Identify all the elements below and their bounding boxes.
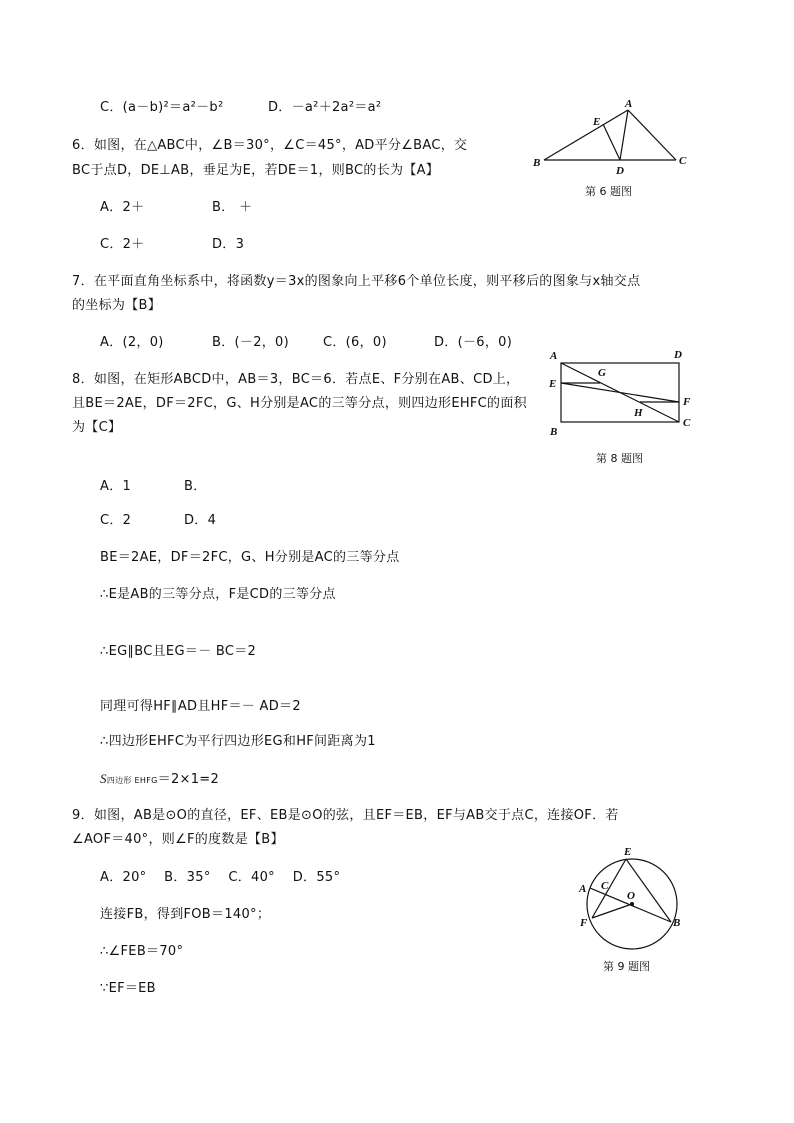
q9-figure (570, 842, 690, 981)
q6-option-d: D．3 (212, 237, 245, 252)
q9-label-o: O (627, 890, 635, 902)
q8-solution-3: ∴EG∥BC且EG＝－ BC＝2 (100, 644, 257, 659)
q6-side-ba (544, 110, 628, 160)
q9-label-f: F (580, 917, 588, 929)
q8-label-c: C (683, 417, 691, 429)
q7-option-b: B．(－2，0) (212, 335, 290, 350)
q9-text-line1: 9．如图，AB是⊙O的直径，EF、EB是⊙O的弦，且EF＝EB，EF与AB交于点C，连接OF．若 (72, 808, 619, 823)
q9-solution-1: 连接FB，得到FOB＝140°； (100, 907, 271, 922)
q7-option-d: D．(－6，0) (434, 335, 513, 350)
q8-text-line1: 8．如图，在矩形ABCD中，AB＝3，BC＝6．若点E、F分别在AB、CD上， (72, 372, 520, 387)
q9-text-line2: ∠AOF＝40°，则∠F的度数是【B】 (72, 832, 284, 847)
area-result: ＝2×1=2 (157, 772, 220, 787)
q6-option-b: B． ＋ (212, 200, 253, 215)
q6-label-d: D (616, 165, 624, 177)
q9-center-point (630, 902, 634, 906)
area-symbol: S (100, 771, 107, 786)
q9-label-c: C (601, 880, 609, 892)
q8-label-d: D (674, 349, 682, 361)
q6-text-line2: BC于点D，DE⊥AB，垂足为E，若DE＝1，则BC的长为【A】 (72, 163, 440, 178)
q7-text-line1: 7．在平面直角坐标系中，将函数y＝3x的图象向上平移6个单位长度，则平移后的图象与x轴交点 (72, 274, 641, 289)
q8-segment-ef (561, 383, 679, 402)
q9-caption: 第 9 题图 (603, 960, 650, 973)
q9-solution-3: ∵EF＝EB (100, 981, 156, 996)
q8-solution-2: ∴E是AB的三等分点，F是CD的三等分点 (100, 587, 336, 602)
q8-label-f: F (683, 396, 691, 408)
q8-label-g: G (598, 367, 606, 379)
q6-figure (530, 96, 700, 205)
q8-option-a: A．1 (100, 479, 132, 494)
q8-caption: 第 8 题图 (596, 452, 643, 465)
q8-label-e: E (549, 378, 557, 390)
q8-solution-4: 同理可得HF∥AD且HF＝－ AD＝2 (100, 699, 301, 714)
q8-figure (543, 345, 703, 474)
q9-chord-ef (592, 859, 626, 918)
q6-caption: 第 6 题图 (585, 185, 632, 198)
q6-bisector-ad (620, 110, 628, 160)
q9-label-a: A (579, 883, 587, 895)
q8-option-c: C．2 (100, 513, 132, 528)
area-subscript: 四边形 EHFG (106, 776, 158, 785)
q8-solution-6 (100, 770, 219, 790)
q6-side-ac (628, 110, 676, 160)
q6-option-a: A．2＋ (100, 200, 145, 215)
q5-option-c: C．(a－b)²＝a²－b² (100, 100, 224, 115)
q8-label-b: B (550, 426, 558, 438)
q7-text-line2: 的坐标为【B】 (72, 298, 162, 313)
q9-options: A．20° B．35° C．40° D．55° (100, 870, 341, 885)
q8-option-d: D．4 (184, 513, 217, 528)
q6-label-b: B (533, 157, 541, 169)
q8-solution-1: BE＝2AE，DF＝2FC，G、H分别是AC的三等分点 (100, 550, 400, 565)
q7-option-a: A．(2，0) (100, 335, 164, 350)
q8-text-line2: 且BE＝2AE，DF＝2FC，G、H分别是AC的三等分点，则四边形EHFC的面积 (72, 396, 527, 411)
q8-option-b: B． (184, 479, 207, 494)
q7-option-c: C．(6，0) (323, 335, 387, 350)
q6-label-e: E (593, 116, 601, 128)
q9-label-b: B (673, 917, 681, 929)
q6-option-c: C．2＋ (100, 237, 145, 252)
q8-text-line3: 为【C】 (72, 420, 122, 435)
q6-perpendicular-de (603, 124, 620, 160)
q8-label-a: A (550, 350, 558, 362)
q8-solution-5: ∴四边形EHFC为平行四边形EG和HF间距离为1 (100, 734, 376, 749)
q9-radius-of (592, 904, 632, 918)
q6-text-line1: 6．如图，在△ABC中，∠B＝30°，∠C＝45°，AD平分∠BAC，交 (72, 138, 468, 153)
q8-label-h: H (634, 407, 643, 419)
q5-option-d: D．－a²＋2a²＝a² (268, 100, 382, 115)
q9-solution-2: ∴∠FEB＝70° (100, 944, 184, 959)
q9-label-e: E (624, 846, 632, 858)
q6-label-a: A (625, 98, 633, 110)
q6-label-c: C (679, 155, 687, 167)
